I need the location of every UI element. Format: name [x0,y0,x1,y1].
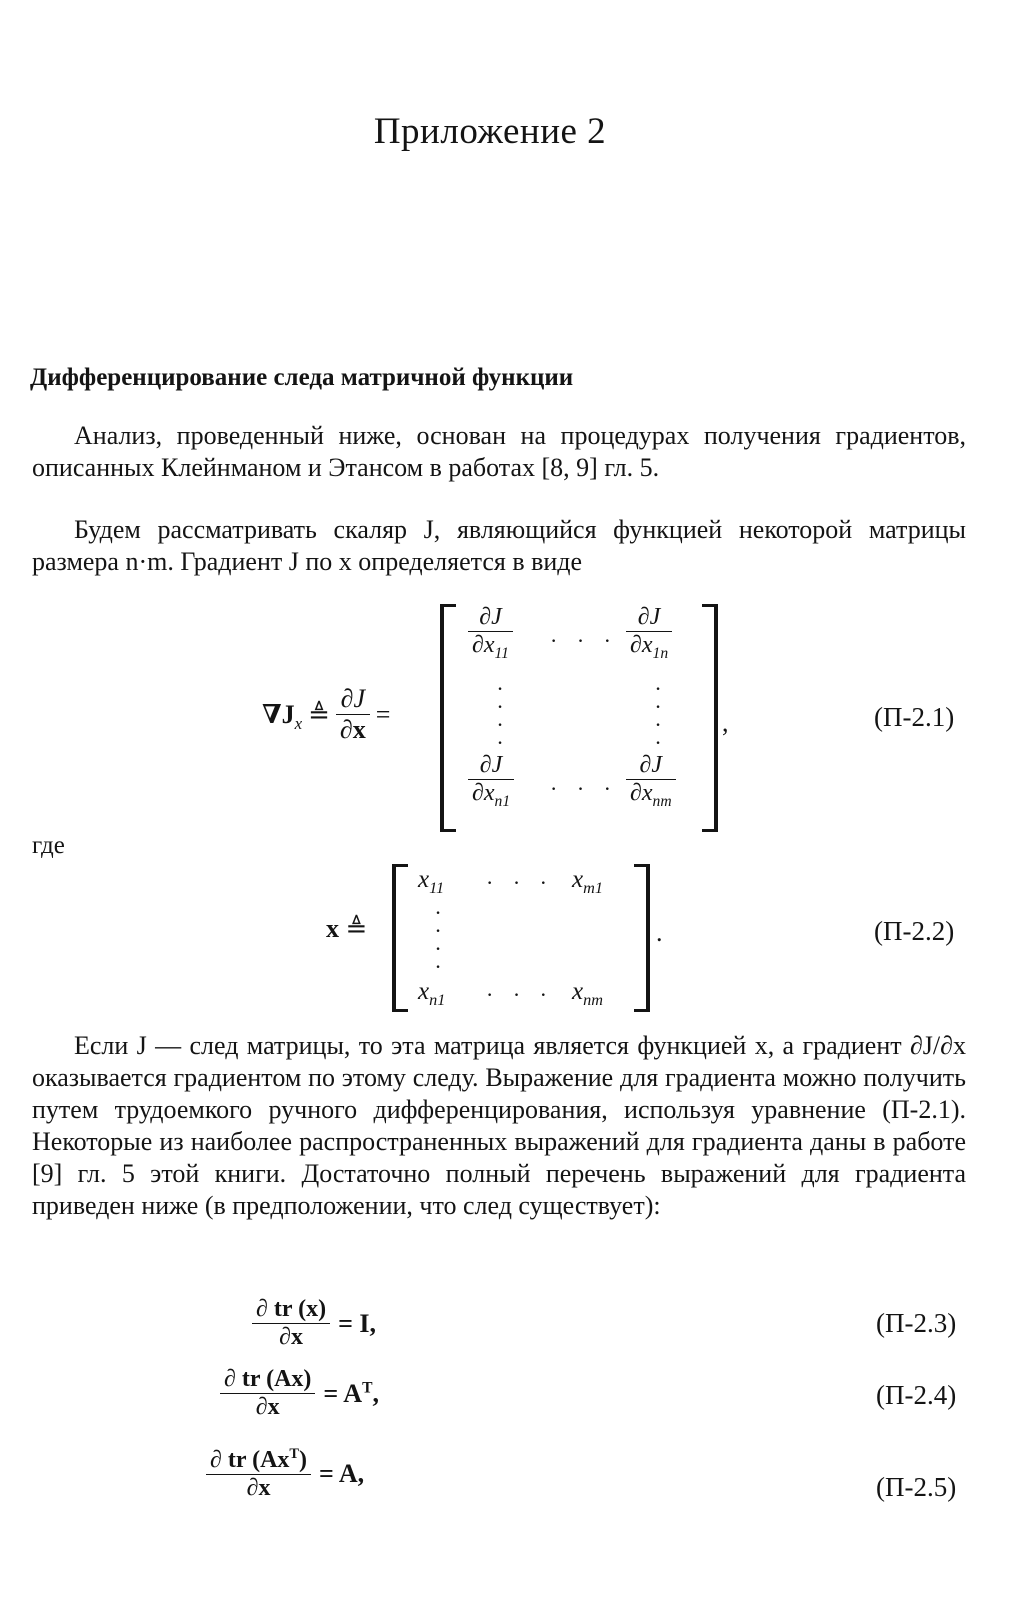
x-entry-11: $x_{11}$ [418,866,445,897]
eq4-rhs: = $A^T$, [323,1378,379,1408]
dj-dx-fraction [336,684,370,745]
x-matrix-right-bracket [634,864,650,1012]
equation-2-2-label: (П-2.2) [874,916,955,946]
x-rown-dots: · · · [486,982,554,1007]
equation-2-5-label: (П-2.5) [876,1472,957,1502]
paragraph-3 [32,1030,966,1222]
paragraph-1 [32,420,966,484]
eq5-fraction [206,1446,311,1502]
eq5-rhs: = A, [319,1459,365,1488]
eq3-denominator: ∂x [279,1324,303,1350]
matrix-right-bracket [702,604,718,832]
fraction-denominator: ∂x [339,715,366,744]
x-row1-dots: · · · [486,870,554,895]
where-word: где [32,832,65,859]
x-entry-n1: $x_{n1}$ [418,978,446,1009]
equation-2-1-comma: , [722,708,729,737]
appendix-title: Приложение 2 [373,111,607,152]
equation-2-4-label: (П-2.4) [876,1380,957,1410]
paragraph-2-text: Будем рассматривать скаляр J, являющийся функцией некоторой матрицы размера n·m. Градиент J по x определяется в виде [32,515,966,576]
x-vector: x [326,914,339,943]
equals-sign: = [375,699,391,729]
matrix-rown-dots: · · · [550,776,618,801]
eq5-numerator: ∂ tr $(Ax^T)$ [210,1446,308,1473]
fraction-numerator: ∂J [340,684,365,713]
paragraph-2 [32,514,966,578]
equation-2-2-lhs [326,914,367,944]
eq4-numerator: ∂ tr (Ax) [224,1366,312,1392]
eq3-numerator: ∂ tr (x) [256,1296,327,1322]
equation-2-3 [252,1296,376,1351]
paragraph-1-text: Анализ, проведенный ниже, основан на процедурах получения градиентов, описанных Клейнманом и Этансом в работах [8, 9] гл. 5. [32,421,966,482]
equation-2-4 [220,1366,379,1421]
matrix-coln-vdots: · · · · [654,676,662,755]
eq4-denominator: ∂x [255,1394,280,1420]
equation-2-1-lhs [262,684,390,745]
matrix-col1-vdots: · · · · [496,676,504,755]
eq5-denominator: ∂x [246,1475,271,1501]
x-entry-m1: $x_{m1}$ [572,866,603,897]
matrix-left-bracket [440,604,456,832]
equation-2-1-label: (П-2.1) [874,702,955,732]
eq3-rhs: = I, [338,1308,376,1338]
paragraph-3-text: Если J — след матрицы, то эта матрица является функцией x, а градиент ∂J/∂x оказывается градиентом по этому следу. Выражение для градиента можно получить путем трудоемкого ручного дифференцирования, используя уравнение (П-2.1). Некоторые из наиболее распространенных выражений для градиента даны в работе [9] гл. 5 этой книги. Достаточно полный перечень выражений для градиента приведен ниже (в предположении, что след существует): [32,1031,966,1220]
eq3-fraction [252,1296,330,1351]
matrix-row1-dots: · · · [550,628,618,653]
matrix-entry-nm: ∂J $\partial x_{nm}$ [626,752,676,811]
equation-2-5 [206,1446,364,1502]
eq4-fraction [220,1366,315,1421]
defeq-symbol: ≜ [345,914,368,943]
matrix-entry-n1: ∂J $\partial x_{n1}$ [468,752,514,811]
equation-2-2-period: . [656,918,663,947]
matrix-entry-11: ∂J $\partial x_{11}$ [468,604,513,663]
nabla-j: ∇J [262,699,295,729]
x-matrix-left-bracket [392,864,408,1012]
equation-2-3-label: (П-2.3) [876,1308,957,1338]
x-col1-vdots: · · · · [434,900,442,979]
x-entry-nm: $x_{nm}$ [572,978,603,1009]
section-heading: Дифференцирование следа матричной функции [30,364,574,391]
nabla-sub: x [294,713,303,733]
defeq-symbol: ≜ [308,699,330,729]
matrix-entry-1n: ∂J $\partial x_{1n}$ [626,604,672,663]
